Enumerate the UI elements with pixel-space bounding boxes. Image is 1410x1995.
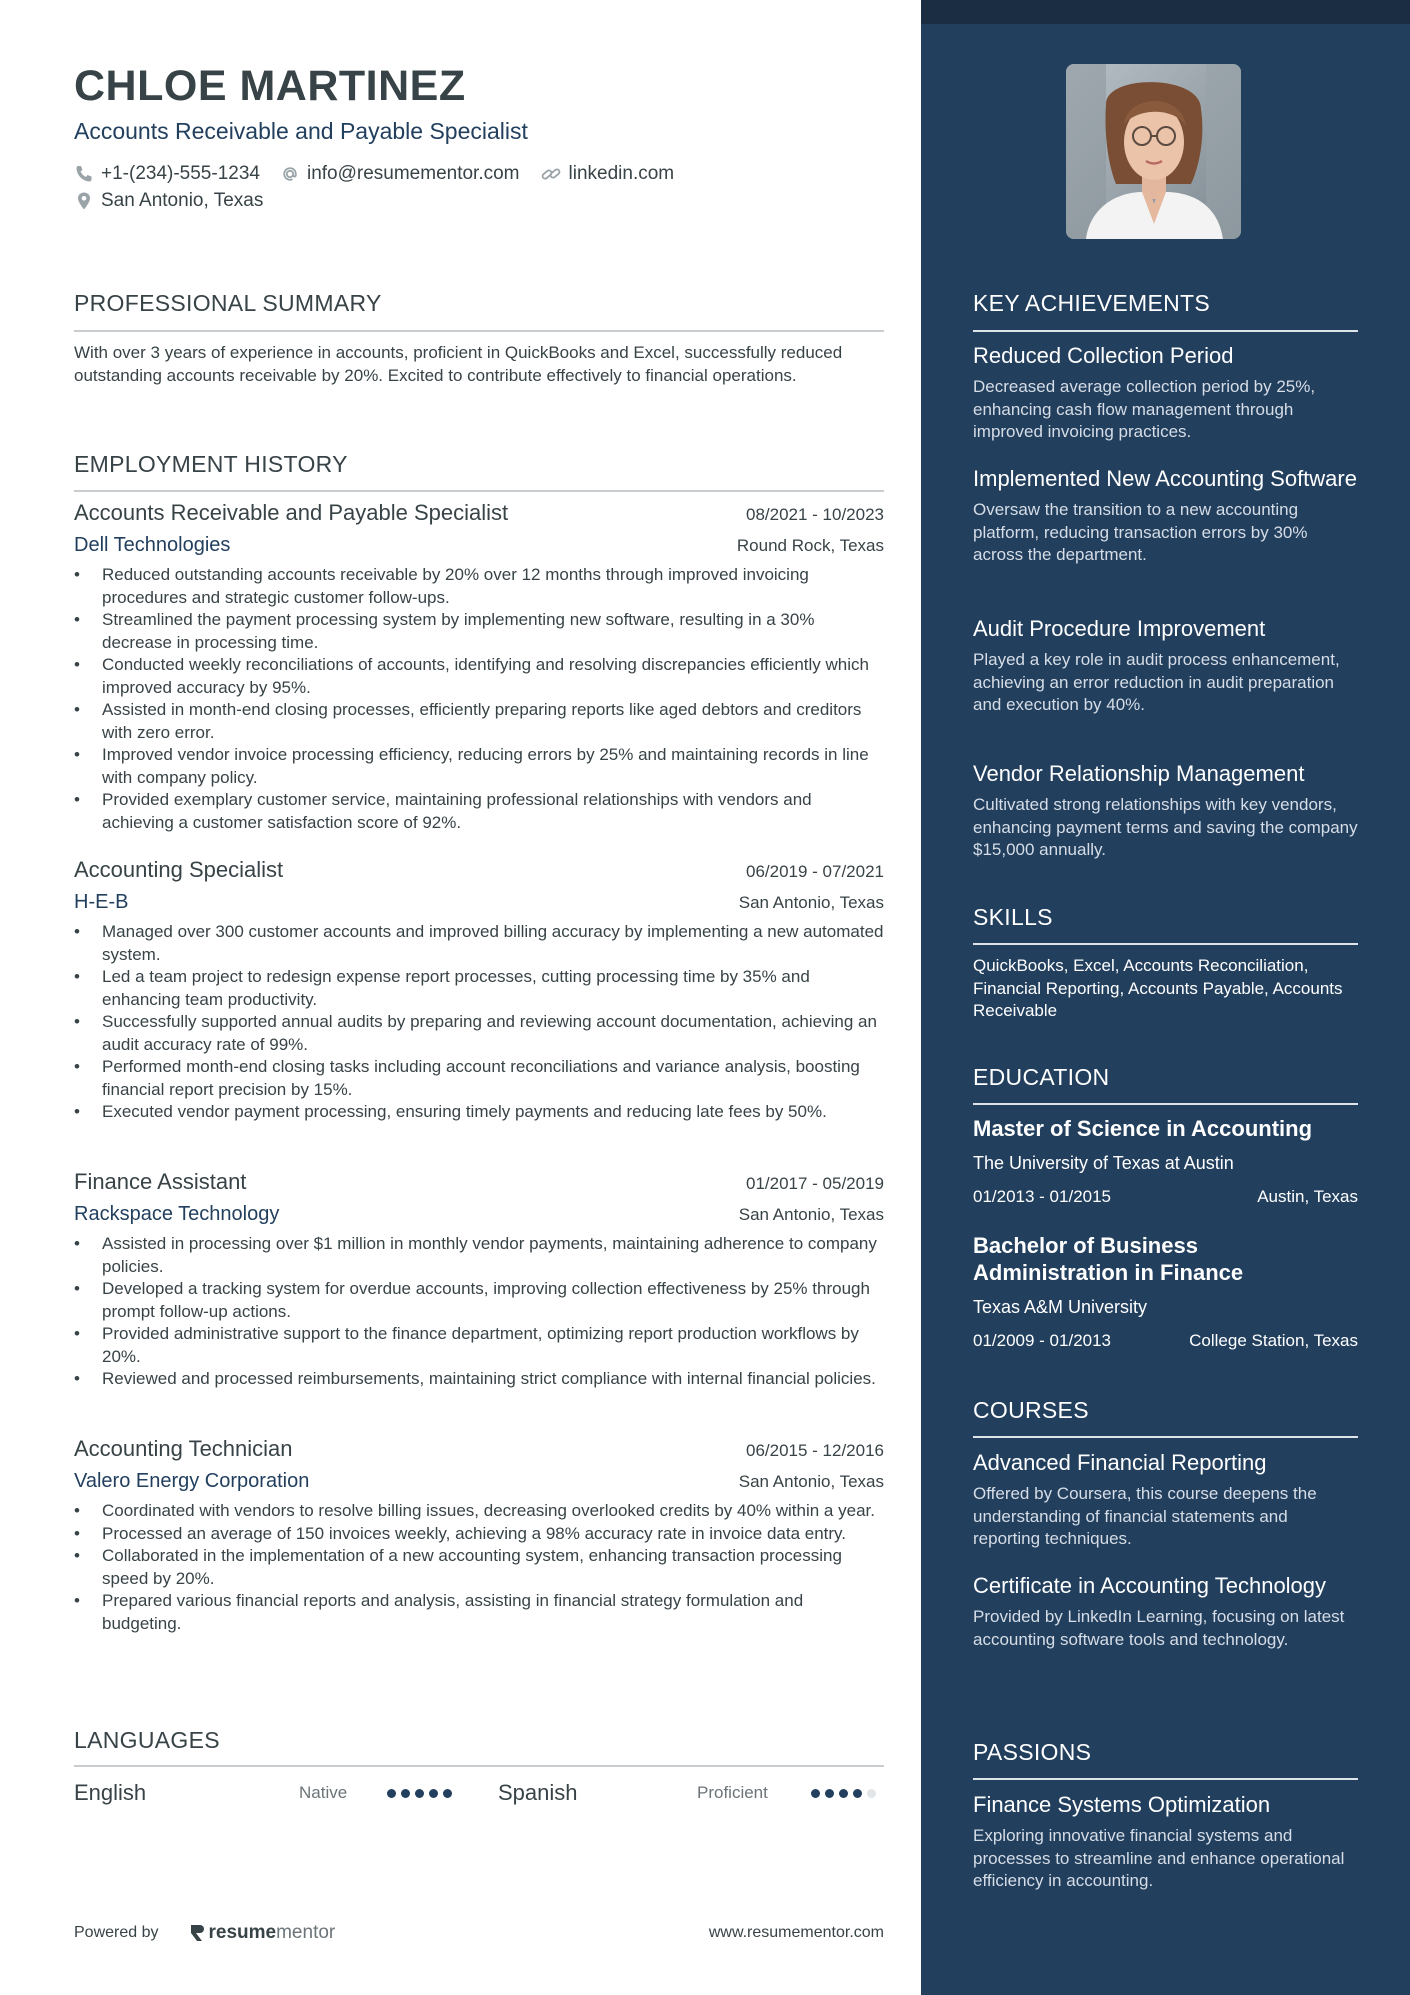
education-degree: Master of Science in Accounting (973, 1116, 1313, 1141)
rating-dot-filled (429, 1789, 438, 1798)
job-title: Accounting Specialist (74, 857, 284, 882)
rating-dots (387, 1789, 452, 1798)
job-entry (74, 1169, 884, 1391)
job-company: H-E-B (74, 891, 129, 913)
language-level: Proficient (697, 1783, 768, 1802)
skills-heading: SKILLS (973, 904, 1053, 930)
education-location: College Station, Texas (1189, 1331, 1358, 1350)
job-entry (74, 1436, 884, 1635)
passions-heading: PASSIONS (973, 1739, 1092, 1765)
achievement-text: Played a key role in audit process enhancement, achieving an error reduction in audit preparation and execution by 40%. (973, 650, 1340, 714)
job-title: Accounting Technician (74, 1436, 293, 1461)
brand-mark-icon (189, 1923, 205, 1943)
contact-info (74, 160, 894, 214)
job-bullet: • Executed vendor payment processing, ensuring timely payments and reducing late fees by 50%. (74, 1101, 884, 1124)
languages-heading: LANGUAGES (74, 1727, 220, 1753)
job-bullet: • Successfully supported annual audits by preparing and reviewing account documentation, achieving an audit accuracy rate of 99%. (74, 1011, 884, 1056)
job-bullet: • Reviewed and processed reimbursements, maintaining strict compliance with internal financial policies. (74, 1368, 884, 1391)
job-bullet: • Streamlined the payment processing system by implementing new software, resulting in a 30% decrease in processing time. (74, 609, 884, 654)
brand-logo[interactable] (189, 1922, 336, 1944)
location-contact (74, 190, 263, 212)
job-dates: 06/2015 - 12/2016 (745, 1441, 884, 1460)
language-rating (811, 1778, 876, 1808)
footer (74, 1918, 884, 1948)
course-item (973, 1572, 1358, 1651)
languages-divider (74, 1765, 884, 1767)
linkedin-text: linkedin.com (568, 162, 675, 184)
achievement-item (973, 760, 1358, 862)
achievement-item (973, 342, 1358, 444)
passion-item (973, 1791, 1358, 1893)
course-text: Offered by Coursera, this course deepens the understanding of financial statements and reporting techniques. (973, 1484, 1317, 1548)
job-bullet: • Assisted in month-end closing processes, efficiently preparing reports like aged debtors and creditors with zero error. (74, 699, 884, 744)
job-bullet: • Processed an average of 150 invoices weekly, achieving a 98% accuracy rate in invoice data entry. (74, 1523, 884, 1546)
passion-title: Finance Systems Optimization (973, 1792, 1271, 1817)
education-item (973, 1115, 1358, 1207)
summary-text: With over 3 years of experience in accounts, proficient in QuickBooks and Excel, successfully reduced outstanding accounts receivable by 20%. Excited to contribute effectively to financial operations. (74, 343, 843, 385)
language-rating (387, 1778, 452, 1808)
achievement-title: Reduced Collection Period (973, 343, 1234, 368)
location-pin-icon (74, 191, 94, 211)
job-bullet: • Performed month-end closing tasks including account reconciliations and variance analysis, boosting financial report precision by 15%. (74, 1056, 884, 1101)
achievement-title: Implemented New Accounting Software (973, 466, 1357, 491)
course-title: Advanced Financial Reporting (973, 1450, 1267, 1475)
passions-divider (973, 1778, 1358, 1780)
courses-heading: COURSES (973, 1397, 1089, 1423)
job-dates: 01/2017 - 05/2019 (745, 1174, 884, 1193)
achievement-title: Vendor Relationship Management (973, 761, 1305, 786)
education-school: The University of Texas at Austin (973, 1153, 1234, 1173)
job-bullet: • Managed over 300 customer accounts and improved billing accuracy by implementing a new automated system. (74, 921, 884, 966)
employment-divider (74, 490, 884, 492)
language-level-wrap (299, 1778, 347, 1808)
powered-by-label: Powered by (74, 1924, 159, 1941)
job-bullets (74, 921, 884, 1124)
language-item (498, 1778, 578, 1808)
job-bullet: • Developed a tracking system for overdue accounts, improving collection effectiveness by 25% through prompt follow-up actions. (74, 1278, 884, 1323)
achievement-text: Oversaw the transition to a new accounting platform, reducing transaction errors by 30% across the department. (973, 500, 1308, 564)
education-location: Austin, Texas (1257, 1187, 1358, 1206)
education-divider (973, 1103, 1358, 1105)
achievement-text: Decreased average collection period by 25%, enhancing cash flow management through improved invoicing practices. (973, 377, 1316, 441)
summary-divider (74, 330, 884, 332)
job-bullet: • Collaborated in the implementation of a new accounting system, enhancing transaction processing speed by 20%. (74, 1545, 884, 1590)
rating-dot-empty (867, 1789, 876, 1798)
achievement-item (973, 615, 1358, 717)
linkedin-contact[interactable] (540, 163, 675, 185)
education-item (973, 1232, 1358, 1351)
job-title: Finance Assistant (74, 1169, 247, 1194)
employment-heading: EMPLOYMENT HISTORY (74, 451, 348, 477)
job-location: Round Rock, Texas (736, 536, 884, 555)
powered-by (74, 1922, 335, 1944)
brand-name-bold: resume (208, 1922, 277, 1943)
achievement-item (973, 465, 1358, 567)
job-bullet: • Prepared various financial reports and analysis, assisting in financial strategy formulation and budgeting. (74, 1590, 884, 1635)
job-bullet: • Coordinated with vendors to resolve billing issues, decreasing overlooked credits by 40% within a year. (74, 1500, 884, 1523)
phone-contact[interactable] (74, 163, 260, 185)
education-school: Texas A&M University (973, 1297, 1148, 1317)
job-bullets (74, 1500, 884, 1635)
language-level-wrap (697, 1778, 768, 1808)
job-entry (74, 857, 884, 1124)
phone-text: +1-(234)-555-1234 (101, 162, 260, 184)
course-title: Certificate in Accounting Technology (973, 1573, 1327, 1598)
rating-dot-filled (387, 1789, 396, 1798)
language-name: Spanish (498, 1780, 578, 1805)
skills-text: QuickBooks, Excel, Accounts Reconciliation, Financial Reporting, Accounts Payable, Accounts Receivable (973, 956, 1343, 1020)
job-company: Valero Energy Corporation (74, 1470, 310, 1492)
profile-photo-illustration (1066, 64, 1241, 239)
job-bullet: • Conducted weekly reconciliations of accounts, identifying and resolving discrepancies efficiently which improved accuracy by 95%. (74, 654, 884, 699)
rating-dots (811, 1789, 876, 1798)
email-contact[interactable] (280, 163, 520, 185)
phone-icon (74, 164, 94, 184)
sidebar (921, 0, 1410, 1995)
courses-divider (973, 1436, 1358, 1438)
achievement-text: Cultivated strong relationships with key vendors, enhancing payment terms and saving the company $15,000 annually. (973, 795, 1358, 859)
rating-dot-filled (853, 1789, 862, 1798)
job-bullet: • Improved vendor invoice processing efficiency, reducing errors by 25% and maintaining records in line with company policy. (74, 744, 884, 789)
job-entry (74, 500, 884, 834)
job-location: San Antonio, Texas (738, 893, 884, 912)
job-bullet: • Assisted in processing over $1 million in monthly vendor payments, maintaining adherence to company policies. (74, 1233, 884, 1278)
rating-dot-filled (825, 1789, 834, 1798)
job-bullet: • Provided administrative support to the finance department, optimizing report production workflows by 20%. (74, 1323, 884, 1368)
at-icon (280, 164, 300, 184)
rating-dot-filled (839, 1789, 848, 1798)
job-location: San Antonio, Texas (738, 1205, 884, 1224)
education-dates: 01/2009 - 01/2013 (973, 1331, 1112, 1350)
language-level: Native (299, 1783, 348, 1802)
languages-list (74, 1778, 884, 1808)
education-degree: Bachelor of Business Administration in Finance (973, 1233, 1244, 1285)
job-bullets (74, 564, 884, 834)
job-company: Rackspace Technology (74, 1203, 280, 1225)
job-title: Accounts Receivable and Payable Specialist (74, 500, 509, 525)
job-bullet: • Provided exemplary customer service, maintaining professional relationships with vendors and achieving a customer satisfaction score of 92%. (74, 789, 884, 834)
language-name: English (74, 1780, 147, 1805)
job-dates: 06/2019 - 07/2021 (745, 862, 884, 881)
education-dates: 01/2013 - 01/2015 (973, 1187, 1112, 1206)
skills-divider (973, 943, 1358, 945)
achievements-heading: KEY ACHIEVEMENTS (973, 290, 1211, 316)
job-dates: 08/2021 - 10/2023 (745, 505, 884, 524)
email-text: info@resumementor.com (306, 162, 520, 184)
achievement-title: Audit Procedure Improvement (973, 616, 1266, 641)
summary-heading: PROFESSIONAL SUMMARY (74, 290, 382, 316)
candidate-headline: Accounts Receivable and Payable Specialist (74, 118, 528, 144)
education-heading: EDUCATION (973, 1064, 1110, 1090)
job-company: Dell Technologies (74, 534, 231, 556)
job-bullet: • Led a team project to redesign expense report processes, cutting processing time by 35% and enhancing team productivity. (74, 966, 884, 1011)
link-icon (540, 164, 562, 184)
course-text: Provided by LinkedIn Learning, focusing on latest accounting software tools and technology. (973, 1607, 1345, 1649)
location-text: San Antonio, Texas (101, 189, 264, 211)
job-location: San Antonio, Texas (738, 1472, 884, 1491)
brand-name-light: mentor (276, 1922, 336, 1943)
achievements-divider (973, 330, 1358, 332)
rating-dot-filled (401, 1789, 410, 1798)
course-item (973, 1449, 1358, 1551)
profile-photo (1066, 64, 1241, 239)
website-link[interactable]: www.resumementor.com (708, 1924, 884, 1941)
candidate-name: CHLOE MARTINEZ (74, 62, 466, 110)
sidebar-topbar (921, 0, 1410, 24)
rating-dot-filled (415, 1789, 424, 1798)
job-bullets (74, 1233, 884, 1391)
job-bullet: • Reduced outstanding accounts receivable by 20% over 12 months through improved invoicing procedures and strategic customer follow-ups. (74, 564, 884, 609)
passion-text: Exploring innovative financial systems and processes to streamline and enhance operational efficiency in accounting. (973, 1826, 1345, 1890)
language-item (74, 1778, 146, 1808)
rating-dot-filled (443, 1789, 452, 1798)
rating-dot-filled (811, 1789, 820, 1798)
